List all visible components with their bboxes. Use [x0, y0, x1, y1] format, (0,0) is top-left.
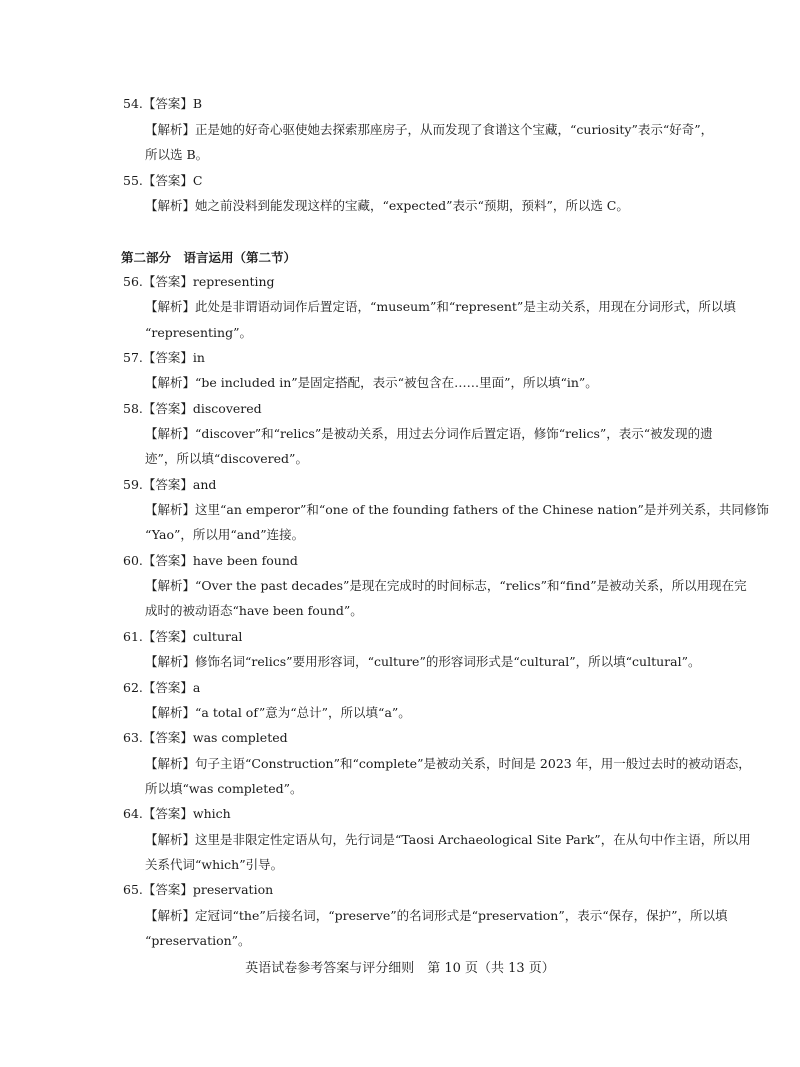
analysis-58-line-1: 【解析】“discover”和“relics”是被动关系，用过去分词作后置定语，修饰“relics”，表示“被发现的遗	[145, 426, 713, 441]
analysis-65-line-2: “preservation”。	[145, 933, 251, 948]
analysis-54-line-2: 所以选 B。	[145, 147, 209, 162]
analysis-61-line-1: 【解析】修饰名词“relics”要用形容词，“culture”的形容词形式是“cultural”，所以填“cultural”。	[145, 654, 701, 669]
analysis-58-line-2: 迹”，所以填“discovered”。	[145, 451, 308, 466]
answer-61: 61.【答案】cultural	[123, 629, 243, 644]
analysis-63-line-2: 所以填“was completed”。	[145, 781, 303, 796]
analysis-55-line-1: 【解析】她之前没料到能发现这样的宝藏，“expected”表示“预期，预料”，所以选 C。	[145, 198, 629, 213]
analysis-60-line-1: 【解析】“Over the past decades”是现在完成时的时间标志，“relics”和“find”是被动关系，所以用现在完	[145, 578, 747, 593]
answer-58: 58.【答案】discovered	[123, 401, 262, 416]
answer-65: 65.【答案】preservation	[123, 882, 274, 897]
analysis-56-line-1: 【解析】此处是非谓语动词作后置定语，“museum”和“represent”是主动关系，用现在分词形式，所以填	[145, 299, 736, 314]
answer-62: 62.【答案】a	[123, 680, 201, 695]
analysis-54-line-1: 【解析】正是她的好奇心驱使她去探索那座房子，从而发现了食谱这个宝藏，“curiosity”表示“好奇”，	[145, 122, 714, 137]
analysis-59-line-2: “Yao”，所以用“and”连接。	[145, 527, 305, 542]
answer-59: 59.【答案】and	[123, 477, 217, 492]
answer-57: 57.【答案】in	[123, 350, 205, 365]
answer-60: 60.【答案】have been found	[123, 553, 298, 568]
analysis-65-line-1: 【解析】定冠词“the”后接名词，“preserve”的名词形式是“preservation”，表示“保存，保护”，所以填	[145, 908, 728, 923]
analysis-57-line-1: 【解析】“be included in”是固定搭配，表示“被包含在……里面”，所以填“in”。	[145, 375, 598, 390]
page-footer: 英语试卷参考答案与评分细则 第 10 页（共 13 页）	[245, 961, 555, 976]
analysis-62-line-1: 【解析】“a total of”意为“总计”，所以填“a”。	[145, 705, 411, 720]
answer-55: 55.【答案】C	[123, 173, 203, 188]
analysis-64-line-1: 【解析】这里是非限定性定语从句，先行词是“Taosi Archaeological Site Park”，在从句中作主语，所以用	[145, 832, 751, 847]
analysis-60-line-2: 成时的被动语态“have been found”。	[145, 603, 363, 618]
answer-54: 54.【答案】B	[123, 96, 203, 111]
analysis-64-line-2: 关系代词“which”引导。	[145, 857, 284, 872]
answer-64: 64.【答案】which	[123, 806, 231, 821]
answer-56: 56.【答案】representing	[123, 274, 275, 289]
analysis-56-line-2: “representing”。	[145, 325, 252, 340]
analysis-63-line-1: 【解析】句子主语“Construction”和“complete”是被动关系，时间是 2023 年，用一般过去时的被动语态，	[145, 756, 751, 771]
analysis-59-line-1: 【解析】这里“an emperor”和“one of the founding fathers of the Chinese nation”是并列关系，共同修饰	[145, 502, 769, 517]
answer-63: 63.【答案】was completed	[123, 730, 288, 745]
section-title: 第二部分 语言运用（第二节）	[121, 250, 297, 265]
